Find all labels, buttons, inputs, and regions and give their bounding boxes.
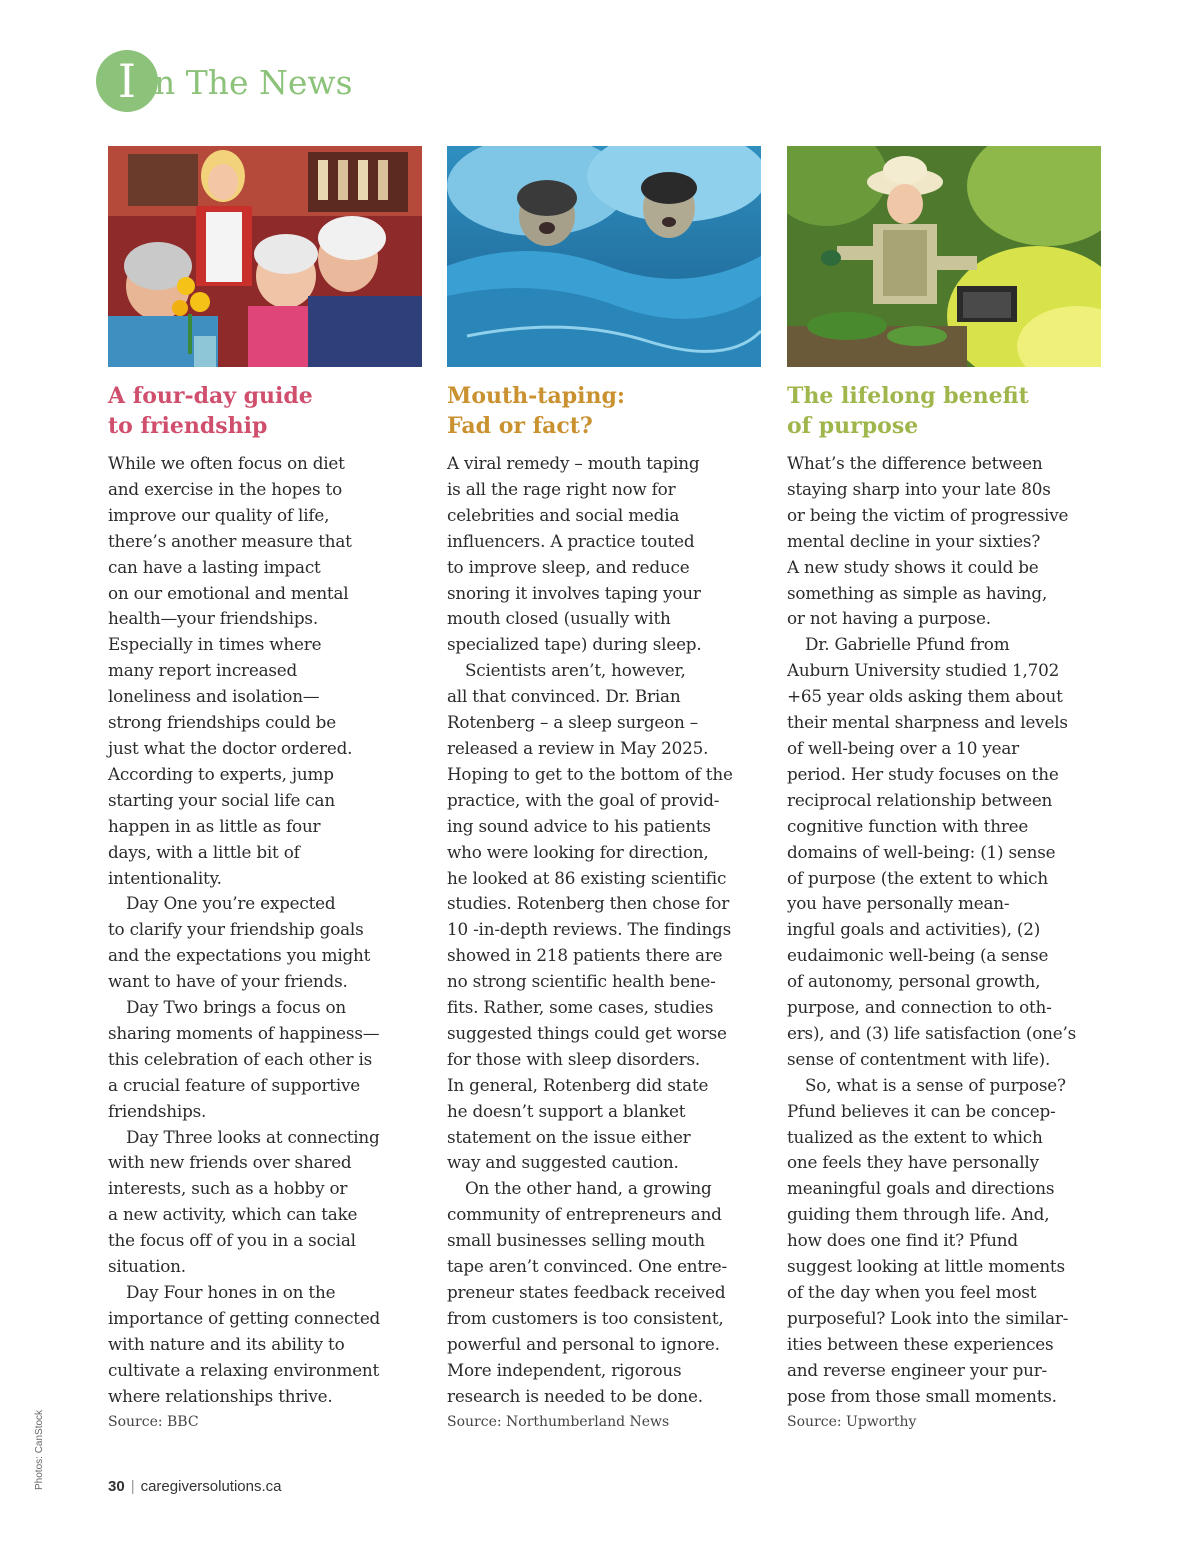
body-line: mouth closed (usually with <box>447 608 671 629</box>
body-line: Scientists aren’t, however, <box>465 660 686 681</box>
body-line: Auburn University studied 1,702 <box>787 660 1060 681</box>
body-line: released a review in May 2025. <box>447 737 709 758</box>
body-line: preneur states feedback received <box>447 1282 726 1302</box>
body-line: sharing moments of happiness— <box>108 1022 380 1043</box>
body-line: mental decline in your sixties? <box>787 530 1041 551</box>
body-line: he doesn’t support a blanket <box>447 1100 686 1121</box>
body-line: suggested things could get worse <box>447 1022 727 1043</box>
body-line: with nature and its ability to <box>108 1333 345 1354</box>
body-line: where relationships thrive. <box>108 1385 333 1406</box>
article-mouth-taping <box>447 146 761 1433</box>
body-line: research is needed to be done. <box>447 1385 703 1406</box>
article-headline: Mouth-taping: Fad or fact? <box>447 383 625 439</box>
body-line: 10 -in-depth reviews. The findings <box>447 919 732 940</box>
body-line: practice, with the goal of provid- <box>447 789 720 810</box>
article-source: Source: BBC <box>108 1413 199 1430</box>
body-line: statement on the issue either <box>447 1126 691 1147</box>
article-body <box>447 451 761 1410</box>
body-line: eudaimonic well-being (a sense <box>787 945 1049 966</box>
body-line: you have personally mean- <box>787 893 1010 914</box>
body-line: a new activity, which can take <box>108 1204 358 1225</box>
body-line: On the other hand, a growing <box>465 1178 712 1199</box>
body-line: sense of contentment with life). <box>787 1048 1051 1069</box>
body-line: for those with sleep disorders. <box>447 1048 701 1069</box>
body-line: Day Two brings a focus on <box>126 997 347 1018</box>
body-line: tape aren’t convinced. One entre- <box>447 1256 727 1277</box>
body-line: tualized as the extent to which <box>787 1126 1043 1147</box>
body-line: improve our quality of life, <box>108 504 330 525</box>
page-number: 30 <box>108 1478 125 1495</box>
body-line: According to experts, jump <box>108 763 334 784</box>
body-line: studies. Rotenberg then chose for <box>447 893 730 914</box>
body-line: Day Four hones in on the <box>126 1282 336 1302</box>
body-line: community of entrepreneurs and <box>447 1204 722 1225</box>
body-line: on our emotional and mental <box>108 582 349 603</box>
body-line: and reverse engineer your pur- <box>787 1359 1048 1380</box>
body-line: So, what is a sense of purpose? <box>805 1074 1066 1095</box>
article-headline: The lifelong benefit of purpose <box>787 383 1029 439</box>
body-line: the focus off of you in a social <box>108 1230 356 1251</box>
body-line: purpose, and connection to oth- <box>787 997 1052 1018</box>
article-purpose <box>787 146 1101 1433</box>
body-line: there’s another measure that <box>108 530 352 551</box>
body-line: interests, such as a hobby or <box>108 1178 348 1199</box>
body-line: small businesses selling mouth <box>447 1230 705 1251</box>
body-line: loneliness and isolation— <box>108 686 320 707</box>
body-line: In general, Rotenberg did state <box>447 1074 709 1095</box>
body-line: Rotenberg – a sleep surgeon – <box>447 712 698 733</box>
body-line: or being the victim of progressive <box>787 504 1069 525</box>
body-line: how does one find it? Pfund <box>787 1230 1018 1251</box>
body-line: ers), and (3) life satisfaction (one’s <box>787 1022 1077 1043</box>
body-line: who were looking for direction, <box>447 841 709 862</box>
body-line: he looked at 86 existing scientific <box>447 867 727 888</box>
article-body <box>108 451 422 1410</box>
body-line: ing sound advice to his patients <box>447 815 711 836</box>
article-source: Source: Upworthy <box>787 1413 917 1430</box>
body-line: While we often focus on diet <box>108 453 345 473</box>
body-line: period. Her study focuses on the <box>787 763 1059 784</box>
body-line: ingful goals and activities), (2) <box>787 919 1041 940</box>
body-line: More independent, rigorous <box>447 1359 682 1380</box>
body-line: this celebration of each other is <box>108 1048 373 1069</box>
body-line: days, with a little bit of <box>108 841 300 862</box>
section-title: n The News <box>154 63 353 102</box>
body-line: cultivate a relaxing environment <box>108 1359 380 1380</box>
body-line: from customers is too consistent, <box>447 1307 724 1328</box>
body-line: one feels they have personally <box>787 1152 1039 1173</box>
body-line: Day Three looks at connecting <box>126 1126 380 1147</box>
body-line: something as simple as having, <box>787 582 1048 603</box>
body-line: friendships. <box>108 1100 207 1121</box>
body-line: A new study shows it could be <box>787 556 1039 577</box>
photo-couple-snoring <box>447 146 761 367</box>
body-line: is all the rage right now for <box>447 478 676 499</box>
body-line: want to have of your friends. <box>108 971 348 992</box>
body-line: staying sharp into your late 80s <box>787 478 1051 499</box>
body-line: suggest looking at little moments <box>787 1256 1065 1277</box>
body-line: happen in as little as four <box>108 815 321 836</box>
body-line: strong friendships could be <box>108 712 336 733</box>
body-line: +65 year olds asking them about <box>787 686 1063 707</box>
body-line: to improve sleep, and reduce <box>447 556 690 577</box>
body-line: health—your friendships. <box>108 608 318 629</box>
article-friendship <box>108 146 422 1433</box>
body-line: and the expectations you might <box>108 945 371 966</box>
footer-separator: | <box>130 1478 135 1495</box>
photo-friends-laughing <box>108 146 422 367</box>
body-line: with new friends over shared <box>108 1152 352 1173</box>
body-line: reciprocal relationship between <box>787 789 1053 810</box>
body-line: specialized tape) during sleep. <box>447 634 702 655</box>
body-line: many report increased <box>108 660 298 681</box>
article-headline: A four-day guide to friendship <box>108 383 313 439</box>
body-line: to clarify your friendship goals <box>108 919 364 940</box>
body-line: pose from those small moments. <box>787 1385 1057 1406</box>
body-line: their mental sharpness and levels <box>787 712 1068 733</box>
body-line: purposeful? Look into the similar- <box>787 1307 1069 1328</box>
photo-credit: Photos: CanStock <box>34 1409 45 1490</box>
body-line: Dr. Gabrielle Pfund from <box>805 634 1010 655</box>
body-line: fits. Rather, some cases, studies <box>447 997 714 1018</box>
body-line: A viral remedy – mouth taping <box>447 453 700 473</box>
body-line: just what the doctor ordered. <box>108 737 353 758</box>
body-line: starting your social life can <box>108 789 335 810</box>
body-line: What’s the difference between <box>787 453 1043 473</box>
photo-woman-gardening <box>787 146 1101 367</box>
page-footer <box>108 1478 282 1495</box>
body-line: of the day when you feel most <box>787 1282 1037 1302</box>
article-body <box>787 451 1101 1410</box>
body-line: importance of getting connected <box>108 1307 381 1328</box>
article-source: Source: Northumberland News <box>447 1413 670 1430</box>
body-line: and exercise in the hopes to <box>108 478 342 499</box>
body-line: can have a lasting impact <box>108 556 321 577</box>
body-line: Especially in times where <box>108 634 322 655</box>
website-link[interactable]: caregiversolutions.ca <box>140 1478 282 1495</box>
body-line: guiding them through life. And, <box>787 1204 1050 1225</box>
body-line: of autonomy, personal growth, <box>787 971 1041 992</box>
body-line: ities between these experiences <box>787 1333 1054 1354</box>
body-line: all that convinced. Dr. Brian <box>447 686 681 707</box>
body-line: or not having a purpose. <box>787 608 991 629</box>
body-line: way and suggested caution. <box>447 1152 679 1173</box>
body-line: domains of well-being: (1) sense <box>787 841 1056 862</box>
body-line: cognitive function with three <box>787 815 1029 836</box>
body-line: a crucial feature of supportive <box>108 1074 361 1095</box>
drop-cap-letter: I <box>117 54 137 108</box>
body-line: intentionality. <box>108 867 222 888</box>
body-line: situation. <box>108 1256 186 1277</box>
body-line: showed in 218 patients there are <box>447 945 723 966</box>
body-line: influencers. A practice touted <box>447 530 695 551</box>
body-line: meaningful goals and directions <box>787 1178 1055 1199</box>
body-line: of well-being over a 10 year <box>787 737 1020 758</box>
body-line: Hoping to get to the bottom of the <box>447 763 733 784</box>
body-line: Pfund believes it can be concep- <box>787 1100 1056 1121</box>
body-line: snoring it involves taping your <box>447 582 701 603</box>
body-line: no strong scientific health bene- <box>447 971 716 992</box>
body-line: Day One you’re expected <box>126 893 336 914</box>
body-line: powerful and personal to ignore. <box>447 1333 720 1354</box>
body-line: celebrities and social media <box>447 504 680 525</box>
body-line: of purpose (the extent to which <box>787 867 1048 888</box>
